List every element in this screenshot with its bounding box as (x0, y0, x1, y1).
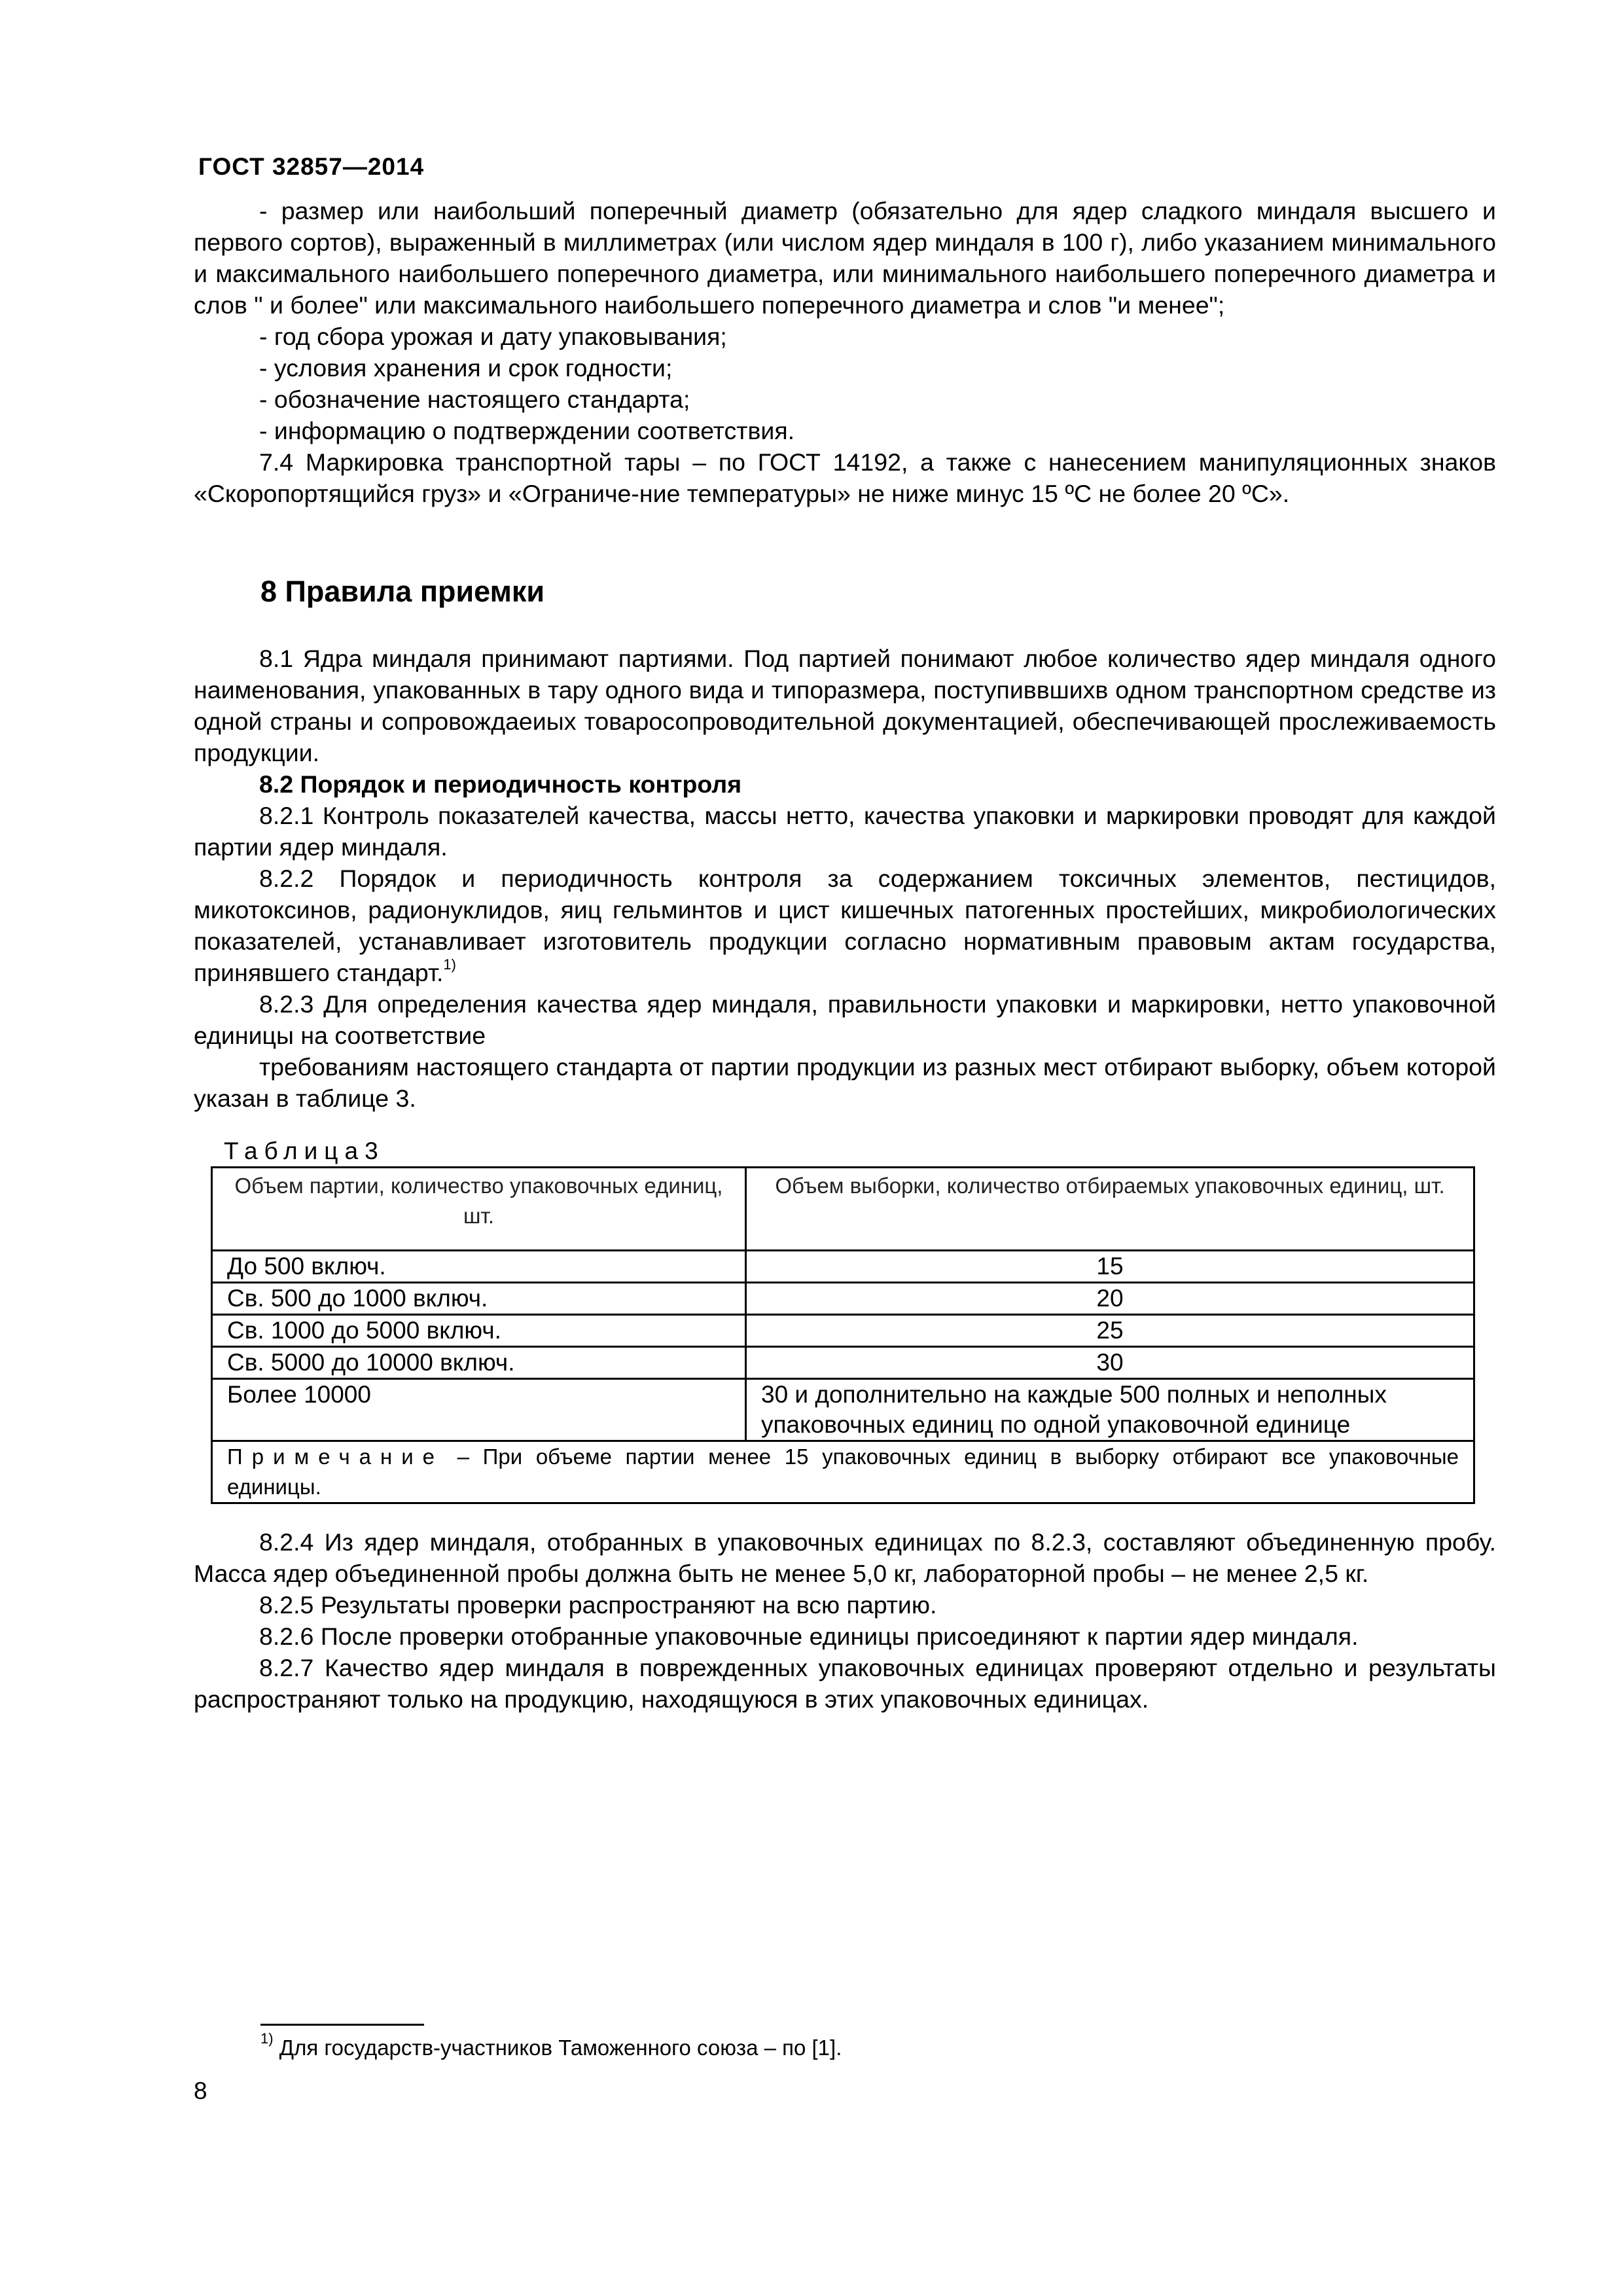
table-cell: До 500 включ. (212, 1251, 746, 1283)
list-item-conformity: - информацию о подтверждении соответствия. (259, 417, 795, 444)
paragraph-8-2-3-continued: требованиям настоящего стандарта от партии продукции из разных мест отбирают выборку, объем которой указан в таблице 3. (194, 1053, 1496, 1112)
table-cell: 15 (746, 1251, 1474, 1283)
table-row (212, 1347, 1474, 1379)
table-cell: 30 и дополнительно на каждые 500 полных и неполных упаковочных единиц по одной упаковочной единице (746, 1379, 1474, 1441)
table-cell: 25 (746, 1315, 1474, 1347)
table-row (212, 1251, 1474, 1283)
table-note (212, 1441, 1474, 1503)
footnote-text: Для государств-участников Таможенного союза – по [1]. (273, 2036, 842, 2060)
table-cell: 30 (746, 1347, 1474, 1379)
table-note-text: – При объеме партии менее 15 упаковочных единиц в выборку отбирают все упаковочные единицы. (227, 1444, 1459, 1499)
section-8-body (194, 643, 1496, 1114)
table-note-row (212, 1441, 1474, 1503)
footnote-reference: 1) (443, 956, 456, 973)
paragraph-8-2-5: 8.2.5 Результаты проверки распространяют на всю партию. (259, 1591, 937, 1619)
footnote-divider (260, 2024, 424, 2026)
footnote-mark: 1) (260, 2030, 274, 2047)
table-note-label: Примечание (227, 1444, 444, 1469)
after-table-block (194, 1526, 1496, 1715)
paragraph-8-2-2 (194, 863, 1496, 988)
paragraph-8-2-7: 8.2.7 Качество ядер миндаля в поврежденных упаковочных единицах проверяют отдельно и результаты распространяют только на продукцию, находящуюся в этих упаковочных единицах. (194, 1654, 1496, 1713)
standard-header: ГОСТ 32857—2014 (198, 153, 425, 180)
paragraph-8-1: 8.1 Ядра миндаля принимают партиями. Под партией понимают любое количество ядер миндаля одного наименования, упакованных в тару одного вида и типоразмера, поступиввшихв одном транспортном средстве из одной страны и сопровождаеиых товаросопроводительной документацией, обеспечивающей прослеживаемость продукции. (194, 645, 1496, 766)
heading-8-2: 8.2 Порядок и периодичность контроля (259, 770, 742, 798)
table-row (212, 1283, 1474, 1315)
table-3 (211, 1166, 1475, 1504)
section-8-title: 8 Правила приемки (260, 575, 545, 608)
paragraph-8-2-1: 8.2.1 Контроль показателей качества, массы нетто, качества упаковки и маркировки проводят для каждой партии ядер миндаля. (194, 802, 1496, 861)
paragraph-8-2-6: 8.2.6 После проверки отобранные упаковочные единицы присоединяют к партии ядер миндаля. (259, 1623, 1359, 1650)
table-row (212, 1315, 1474, 1347)
table-header-cell: Объем выборки, количество отбираемых упаковочных единиц, шт. (746, 1168, 1474, 1251)
table-3-caption: Таблица3 (224, 1138, 385, 1164)
table-cell: Более 10000 (212, 1379, 746, 1441)
table-cell: Св. 500 до 1000 включ. (212, 1283, 746, 1315)
list-item-standard: - обозначение настоящего стандарта; (259, 386, 690, 413)
list-item-size: - размер или наибольший поперечный диаметр (обязательно для ядер сладкого миндаля высшего и первого сортов), выраженный в миллиметрах (или числом ядер миндаля в 100 г), либо указанием минимального и максимального наибольшего поперечного диаметра, или минимального наибольшего поперечного диаметра и слов " и более" или максимального наибольшего поперечного диаметра и слов "и менее"; (194, 197, 1496, 319)
paragraph-7-4: 7.4 Маркировка транспортной тары – по ГОСТ 14192, а также с нанесением манипуляционных знаков «Скоропортящийся груз» и «Ограниче-ние температуры» не ниже минус 15 ºС не более 20 ºС». (194, 448, 1496, 507)
list-item-harvest: - год сбора урожая и дату упаковывания; (259, 323, 727, 350)
table-header-row (212, 1168, 1474, 1251)
paragraph-8-2-2-text: 8.2.2 Порядок и периодичность контроля за содержанием токсичных элементов, пестицидов, микотоксинов, радионуклидов, яиц гельминтов и цист кишечных патогенных простейших, микробиологических показателей, устанавливает изготовитель продукции согласно нормативным правовым актам государства, принявшего стандарт. (194, 865, 1496, 986)
table-header-cell: Объем партии, количество упаковочных единиц, шт. (212, 1168, 746, 1251)
table-cell: Св. 5000 до 10000 включ. (212, 1347, 746, 1379)
table-row (212, 1379, 1474, 1441)
table-cell: 20 (746, 1283, 1474, 1315)
list-item-storage: - условия хранения и срок годности; (259, 354, 673, 382)
top-block (194, 195, 1496, 509)
page-number: 8 (194, 2077, 207, 2104)
footnote (260, 2030, 842, 2063)
paragraph-8-2-4: 8.2.4 Из ядер миндаля, отобранных в упаковочных единицах по 8.2.3, составляют объединенную пробу. Масса ядер объединенной пробы должна быть не менее 5,0 кг, лабораторной пробы – не менее 2,5 кг. (194, 1528, 1496, 1587)
paragraph-8-2-3: 8.2.3 Для определения качества ядер миндаля, правильности упаковки и маркировки, нетто упаковочной единицы на соответствие (194, 990, 1496, 1049)
table-cell: Св. 1000 до 5000 включ. (212, 1315, 746, 1347)
